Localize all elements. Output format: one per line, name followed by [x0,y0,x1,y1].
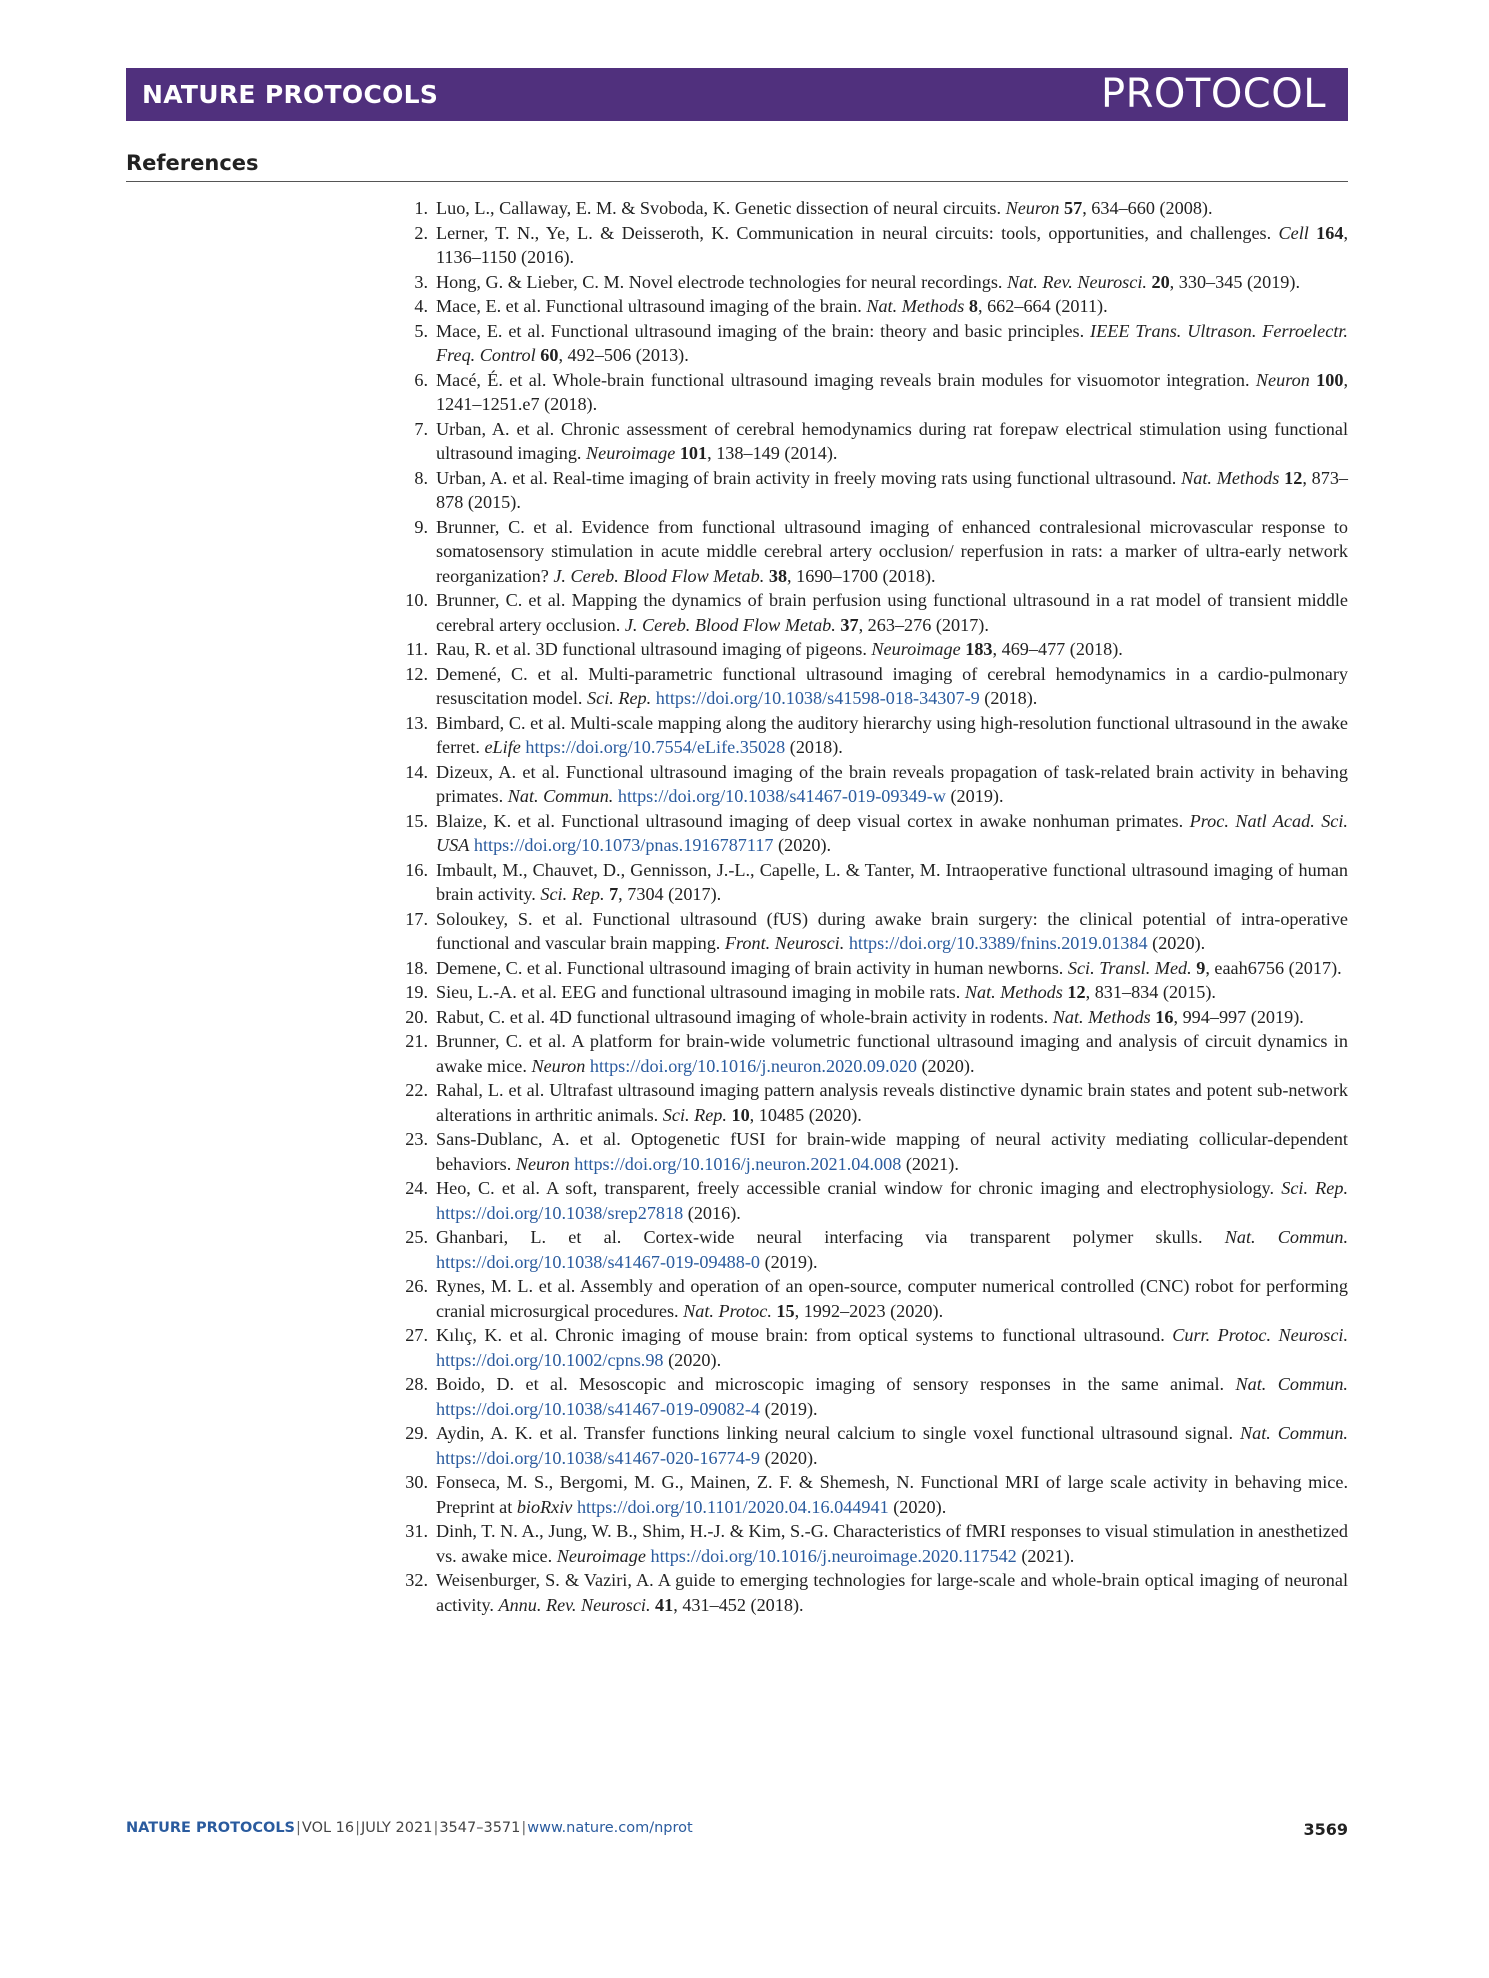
reference-item [405,1029,1348,1078]
footer-journal: NATURE PROTOCOLS [126,1820,296,1836]
reference-journal: Neuron [1255,369,1310,390]
reference-authors-title: Brunner, C. et al. Evidence from functional ultrasound imaging of enhanced contralesional microvascular response to somatosensory stimulation in acute middle cerebral artery occlusion/ reperfusion in rats: a marker of ultra-early network reorganization? [436,516,1348,586]
reference-number: 31. [405,1521,428,1541]
reference-authors-title: Macé, É. et al. Whole-brain functional ultrasound imaging reveals brain modules for visuomotor integration. [436,369,1256,390]
reference-volume: 101 [679,443,708,463]
reference-pages-year: , 469–477 (2018). [992,639,1123,659]
section-title: References [126,151,259,175]
reference-item [405,711,1348,760]
reference-pages-year: , eaah6756 (2017). [1205,957,1342,978]
reference-doi-link[interactable]: https://doi.org/10.1016/j.neuron.2020.09.020 [589,1055,917,1076]
reference-item [405,637,1348,662]
reference-item [405,1005,1348,1030]
footer-pages: 3547–3571 [439,1820,521,1836]
reference-item [405,1421,1348,1470]
reference-number: 6. [414,369,428,390]
reference-doi-link[interactable]: https://doi.org/10.1038/s41467-020-16774-9 [436,1447,761,1468]
reference-volume: 100 [1316,369,1344,390]
reference-volume: 41 [655,1594,674,1615]
reference-item [405,1127,1348,1176]
reference-doi-link[interactable]: https://doi.org/10.1101/2020.04.16.044941 [576,1496,889,1517]
reference-volume: 57 [1064,198,1083,218]
reference-journal: Sci. Rep. [540,884,605,904]
reference-journal: Cell [1278,222,1309,243]
reference-journal: Neuroimage [586,443,676,463]
reference-number: 8. [414,467,428,488]
reference-authors-title: Mace, E. et al. Functional ultrasound imaging of the brain: theory and basic principles. [436,320,1091,341]
reference-volume: 164 [1316,222,1344,243]
reference-item [405,1176,1349,1225]
reference-pages-year: , 994–997 (2019). [1173,1006,1304,1027]
reference-authors-title: Heo, C. et al. A soft, transparent, freely accessible cranial window for chronic imaging and electrophysiology. [436,1178,1282,1198]
reference-volume: 20 [1151,271,1170,292]
reference-authors-title: Rau, R. et al. 3D functional ultrasound imaging of pigeons. [436,639,872,659]
reference-authors-title: Lerner, T. N., Ye, L. & Deisseroth, K. Communication in neural circuits: tools, opportunities, and challenges. [436,222,1279,243]
reference-authors-title: Rahal, L. et al. Ultrafast ultrasound imaging pattern analysis reveals distinctive dynamic brain states and potent sub-network alterations in arthritic animals. [436,1080,1348,1125]
reference-authors-title: Ghanbari, L. et al. Cortex-wide neural interfacing via transparent polymer skulls. [436,1227,1225,1247]
reference-number: 10. [405,590,428,610]
reference-authors-title: Aydin, A. K. et al. Transfer functions linking neural calcium to single voxel functional ultrasound signal. [436,1423,1240,1443]
reference-authors-title: Dinh, T. N. A., Jung, W. B., Shim, H.-J. & Kim, S.-G. Characteristics of fMRI responses to visual stimulation in anesthetized vs. awake mice. [436,1521,1348,1566]
reference-item [414,368,1348,417]
reference-pages-year: (2020). [663,1349,722,1370]
reference-authors-title: Urban, A. et al. Real-time imaging of brain activity in freely moving rats using functional ultrasound. [436,467,1182,488]
reference-item [414,319,1348,368]
reference-authors-title: Luo, L., Callaway, E. M. & Svoboda, K. Genetic dissection of neural circuits. [436,198,1006,218]
reference-journal: Neuroimage [871,639,961,659]
reference-number: 30. [405,1472,428,1492]
reference-journal: Nat. Methods [866,296,965,316]
reference-number: 25. [405,1227,428,1247]
reference-journal: Sci. Rep. [587,688,652,708]
reference-item [414,221,1348,270]
reference-number: 15. [405,810,428,831]
reference-journal: Nat. Protoc. [683,1300,772,1321]
reference-volume: 9 [1196,957,1206,978]
reference-number: 29. [405,1423,428,1443]
reference-authors-title: Bimbard, C. et al. Multi-scale mapping along the auditory hierarchy using high-resolution functional ultrasound in the awake ferret. [436,712,1348,757]
reference-volume: 15 [776,1300,795,1321]
reference-pages-year: , 330–345 (2019). [1169,271,1300,292]
reference-item [405,858,1348,907]
reference-pages-year: , 138–149 (2014). [707,443,838,463]
reference-journal: eLife [484,737,521,757]
reference-pages-year: , 7304 (2017). [618,884,722,904]
reference-number: 13. [405,712,428,733]
reference-number: 22. [405,1080,428,1100]
reference-item [405,1470,1348,1519]
reference-journal: IEEE Trans. Ultrason. Ferroelectr. Freq. Control [436,320,1348,365]
reference-journal: Sci. Rep. [662,1104,727,1125]
reference-pages-year: (2020). [773,835,832,855]
reference-journal: Neuron [1005,198,1060,218]
reference-number: 9. [414,516,428,537]
reference-item [405,980,1348,1005]
footer-volume: VOL 16 [301,1820,355,1836]
reference-number: 1. [414,198,428,218]
reference-volume: 38 [768,565,788,586]
reference-item [414,196,1348,221]
reference-item [405,588,1348,637]
reference-authors-title: Urban, A. et al. Chronic assessment of cerebral hemodynamics during rat forepaw electrical stimulation using functional ultrasound imaging. [436,418,1348,463]
reference-journal: Nat. Methods [964,982,1063,1002]
reference-item [405,662,1348,711]
reference-authors-title: Demene, C. et al. Functional ultrasound imaging of brain activity in human newborns. [436,957,1068,978]
reference-authors-title: Boido, D. et al. Mesoscopic and microscopic imaging of sensory responses in the same animal. [436,1374,1236,1394]
reference-volume: 8 [968,296,978,316]
reference-authors-title: Fonseca, M. S., Bergomi, M. G., Mainen, Z. F. & Shemesh, N. Functional MRI of large scale activity in behaving mice. Preprint at [436,1472,1348,1517]
reference-authors-title: Soloukey, S. et al. Functional ultrasound (fUS) during awake brain surgery: the clinical potential of intra-operative functional and vascular brain mapping. [436,908,1348,953]
reference-journal: Nat. Commun. [1239,1423,1348,1443]
reference-number: 26. [405,1276,428,1296]
reference-item [414,270,1348,295]
section-divider [126,181,1348,182]
reference-item [414,294,1348,319]
reference-pages-year: (2020). [888,1496,947,1517]
reference-pages-year: (2021). [901,1153,959,1174]
reference-item [414,515,1348,589]
reference-journal: Nat. Commun. [1224,1227,1348,1247]
reference-pages-year: , 831–834 (2015). [1085,982,1216,1002]
reference-doi-link[interactable]: https://doi.org/10.1016/j.neuroimage.2020.117542 [650,1545,1017,1566]
reference-authors-title: Blaize, K. et al. Functional ultrasound imaging of deep visual cortex in awake nonhuman primates. [436,810,1190,831]
reference-journal: Neuron [531,1055,586,1076]
reference-number: 18. [405,957,428,978]
reference-journal: Neuron [515,1153,570,1174]
reference-pages-year: , 1241–1251.e7 (2018). [436,369,1348,414]
reference-pages-year: , 431–452 (2018). [673,1594,804,1615]
reference-pages-year: (2018). [979,688,1038,708]
page-footer: NATURE PROTOCOLS|VOL 16|JULY 2021|3547–3571|www.nature.com/nprot 3569 [126,1820,1348,1839]
reference-authors-title: Sieu, L.-A. et al. EEG and functional ultrasound imaging in mobile rats. [436,982,965,1002]
reference-pages-year: , 873–878 (2015). [436,467,1349,512]
reference-number: 4. [414,296,428,316]
reference-volume: 183 [965,639,993,659]
reference-journal: J. Cereb. Blood Flow Metab. [553,565,765,586]
page-number: 3569 [1303,1820,1348,1839]
reference-list [405,196,1349,1617]
reference-journal: Proc. Natl Acad. Sci. USA [436,810,1348,855]
reference-doi-link[interactable]: https://doi.org/10.1038/srep27818 [436,1202,684,1223]
reference-pages-year: (2020). [760,1447,818,1468]
reference-doi-link[interactable]: https://doi.org/10.1016/j.neuron.2021.04.008 [574,1153,902,1174]
reference-number: 11. [405,639,428,659]
reference-item [405,1323,1349,1372]
reference-number: 14. [405,761,428,782]
reference-authors-title: Imbault, M., Chauvet, D., Gennisson, J.-L., Capelle, L. & Tanter, M. Intraoperative functional ultrasound imaging of human brain activity. [436,859,1348,904]
reference-item [414,417,1348,466]
reference-pages-year: , 1690–1700 (2018). [787,565,936,586]
reference-journal: Annu. Rev. Neurosci. [498,1594,651,1615]
reference-item [414,466,1349,515]
footer-issue-date: JULY 2021 [361,1820,433,1836]
reference-journal: Nat. Methods [1052,1006,1151,1027]
reference-number: 21. [405,1031,428,1051]
reference-authors-title: Rynes, M. L. et al. Assembly and operation of an open-source, computer numerical controlled (CNC) robot for performing cranial microsurgical procedures. [436,1276,1348,1321]
reference-doi-link[interactable]: https://doi.org/10.7554/eLife.35028 [525,737,786,757]
reference-doi-link[interactable]: https://doi.org/10.1038/s41467-019-09082-4 [436,1398,761,1419]
reference-number: 19. [405,982,428,1002]
reference-number: 3. [414,271,428,292]
reference-item [405,1519,1348,1568]
reference-item [405,956,1348,981]
reference-journal: Front. Neurosci. [724,933,845,953]
reference-volume: 60 [540,345,559,365]
reference-item [405,1225,1348,1274]
reference-authors-title: Kılıç, K. et al. Chronic imaging of mouse brain: from optical systems to functional ultrasound. [436,1325,1173,1345]
article-type: PROTOCOL [1100,71,1326,117]
reference-pages-year: (2018). [785,737,843,757]
reference-pages-year: , 1992–2023 (2020). [794,1300,944,1321]
reference-pages-year: (2020). [916,1055,975,1076]
reference-number: 20. [405,1006,428,1027]
reference-number: 28. [405,1374,428,1394]
reference-journal: Neuroimage [556,1545,646,1566]
reference-item [405,1274,1348,1323]
reference-number: 7. [414,418,428,439]
reference-number: 27. [405,1325,428,1345]
reference-item [405,760,1348,809]
reference-journal: Sci. Rep. [1281,1178,1349,1198]
reference-number: 12. [405,663,428,684]
reference-pages-year: (2019). [945,786,1004,806]
reference-doi-link[interactable]: https://doi.org/10.1002/cpns.98 [436,1349,664,1370]
reference-pages-year: , 263–276 (2017). [858,614,989,635]
reference-number: 24. [405,1178,428,1198]
reference-volume: 10 [731,1104,750,1125]
reference-number: 16. [405,859,428,880]
reference-volume: 37 [840,614,859,635]
reference-item [405,1078,1348,1127]
reference-authors-title: Mace, E. et al. Functional ultrasound imaging of the brain. [436,296,867,316]
reference-pages-year: (2016). [683,1202,741,1223]
reference-journal: Nat. Commun. [507,786,614,806]
reference-journal: Curr. Protoc. Neurosci. [1172,1325,1349,1345]
reference-doi-link[interactable]: https://doi.org/10.1038/s41598-018-34307-9 [655,688,980,708]
reference-pages-year: (2020). [1147,933,1206,953]
reference-item [405,907,1348,956]
reference-authors-title: Rabut, C. et al. 4D functional ultrasound imaging of whole-brain activity in rodents. [436,1006,1053,1027]
reference-authors-title: Brunner, C. et al. Mapping the dynamics of brain perfusion using functional ultrasound in a rat model of transient middle cerebral artery occlusion. [436,590,1348,635]
reference-pages-year: (2019). [760,1398,818,1419]
reference-volume: 12 [1067,982,1086,1002]
footer-url-link[interactable]: www.nature.com/nprot [527,1820,693,1836]
reference-authors-title: Hong, G. & Lieber, C. M. Novel electrode technologies for neural recordings. [436,271,1007,292]
reference-journal: Nat. Rev. Neurosci. [1007,271,1147,292]
reference-item [405,809,1348,858]
reference-number: 23. [405,1129,428,1149]
reference-doi-link[interactable]: https://doi.org/10.1038/s41467-019-09488-0 [436,1251,761,1272]
journal-name: NATURE PROTOCOLS [142,80,439,109]
reference-doi-link[interactable]: https://doi.org/10.1038/s41467-019-09349-w [617,786,946,806]
reference-journal: Nat. Methods [1181,467,1280,488]
reference-pages-year: , 10485 (2020). [749,1104,862,1125]
reference-journal: Nat. Commun. [1235,1374,1348,1394]
reference-journal: Sci. Transl. Med. [1067,957,1192,978]
reference-pages-year: , 634–660 (2008). [1082,198,1213,218]
reference-pages-year: (2021). [1016,1545,1075,1566]
reference-number: 17. [405,908,428,929]
reference-authors-title: Demené, C. et al. Multi-parametric functional ultrasound imaging of cerebral hemodynamics in a cardio-pulmonary resuscitation model. [436,663,1348,708]
reference-authors-title: Dizeux, A. et al. Functional ultrasound imaging of the brain reveals propagation of task-related brain activity in behaving primates. [436,761,1348,806]
reference-pages-year: , 1136–1150 (2016). [436,222,1348,267]
reference-item [405,1568,1348,1617]
journal-header-bar [126,68,1348,121]
reference-volume: 16 [1155,1006,1174,1027]
reference-doi-link[interactable]: https://doi.org/10.1073/pnas.1916787117 [473,835,774,855]
reference-pages-year: (2019). [760,1251,818,1272]
reference-authors-title: Weisenburger, S. & Vaziri, A. A guide to emerging technologies for large-scale and whole-brain optical imaging of neuronal activity. [436,1570,1348,1615]
reference-journal: J. Cereb. Blood Flow Metab. [624,614,836,635]
reference-number: 32. [405,1570,428,1590]
reference-item [405,1372,1348,1421]
reference-pages-year: , 662–664 (2011). [977,296,1108,316]
reference-number: 2. [414,222,428,243]
reference-journal: bioRxiv [516,1496,573,1517]
reference-doi-link[interactable]: https://doi.org/10.3389/fnins.2019.01384 [848,933,1148,953]
reference-volume: 12 [1284,467,1303,488]
reference-authors-title: Brunner, C. et al. A platform for brain-wide volumetric functional ultrasound imaging and analysis of circuit dynamics in awake mice. [436,1031,1348,1076]
reference-pages-year: , 492–506 (2013). [558,345,689,365]
reference-volume: 7 [609,884,619,904]
reference-number: 5. [414,320,428,341]
reference-authors-title: Sans-Dublanc, A. et al. Optogenetic fUSI for brain-wide mapping of neural activity mediating collicular-dependent behaviors. [436,1129,1348,1174]
